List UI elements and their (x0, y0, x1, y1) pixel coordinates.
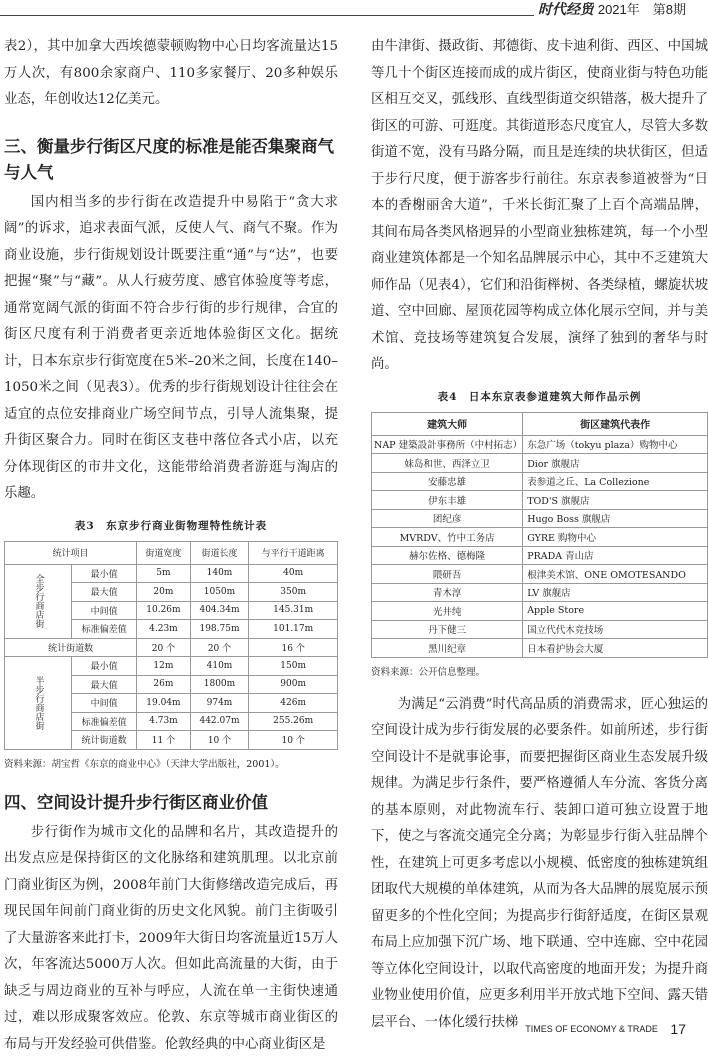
table-row (5, 638, 338, 657)
table-header: 街道宽度 (137, 541, 190, 564)
section-heading: 三、衡量步行街区尺度的标准是能否集聚商气与人气 (4, 134, 338, 186)
table-cell: NAP 建築設計事務所（中村拓志） (372, 435, 523, 454)
table-row (372, 435, 708, 454)
table-cell: 中间值 (72, 601, 137, 620)
table-header: 统计项目 (5, 541, 137, 564)
table-cell: 442.07m (190, 712, 249, 731)
magazine-title: 时代经贸 (534, 0, 598, 19)
table-caption: 表3 东京步行商业街物理特性统计表 (4, 518, 338, 533)
table-cell: Dior 旗舰店 (523, 454, 708, 473)
table-cell: 350m (249, 583, 338, 602)
table-cell: 1800m (190, 675, 249, 694)
table-cell: MVRDV、竹中工务店 (372, 528, 523, 547)
table-header: 街区建筑代表作 (523, 412, 708, 435)
table-row (372, 546, 708, 565)
paragraph: 由牛津街、摄政街、邦德街、皮卡迪利街、西区、中国城等几十个街区连接而成的成片街区，使商业街与特色功能区相互交叉，弧线形、直线型街道交织错落，极大提升了街区的可游、可逛度。其街道形态尺度宜人，尽管大多数街道不宽，没有马路分隔，而且是连续的块状街区，但适于步行尺度，便于游客步行前往。东京表参道被誉为“日本的香榭丽舍大道”，千米长街汇聚了上百个高端品牌，其间布局各类风格迥异的小型商业独栋建筑，每一个小型商业建筑体都是一个知名品牌展示中心，其中不乏建筑大师作品（见表4），它们和沿街榉树、各类绿植，螺旋状坡道、空中回廊、屋顶花园等构成立体化展示空间，并与美术馆、竞技场等建筑复合发展，演绎了独到的奢华与时尚。 (371, 34, 708, 379)
table-cell: 4.73m (137, 712, 190, 731)
table-cell: Apple Store (523, 602, 708, 621)
table-cell: 10.26m (137, 601, 190, 620)
table-cell: 最大值 (72, 675, 137, 694)
table-cell: 1050m (190, 583, 249, 602)
table-row (372, 472, 708, 491)
table-cell: 255.26m (249, 712, 338, 731)
table-cell: 410m (190, 657, 249, 676)
table-cell: 40m (249, 564, 338, 583)
tokyo-street-table (4, 541, 338, 750)
table-cell: 404.34m (190, 601, 249, 620)
page-header (0, 0, 708, 20)
table-cell: 表参道之丘、La Collezione (523, 472, 708, 491)
table-cell: 101.17m (249, 620, 338, 639)
page-number: 17 (670, 1021, 686, 1037)
paragraph: 步行街作为城市文化的品牌和名片，其改造提升的出发点应是保持街区的文化脉络和建筑肌理。以北京前门商业街区为例，2008年前门大街修缮改造完成后，再现民国年间前门商业街的历史文化风貌。前门主街吸引了大量游客来此打卡，2009年大街日均客流量近15万人次，年客流达5000万人次。但如此高流量的大街，由于缺乏与周边商业的互补与呼应，人流在单一主街快速通过，难以形成聚客效应。伦敦、东京等城市商业街区的布局与开发经验可供借鉴。伦敦经典的中心商业街区是 (4, 820, 338, 1058)
table-source: 资料来源：胡宝哲《东京的商业中心》（天津大学出版社，2001）。 (4, 756, 338, 770)
table-cell: 20 个 (190, 638, 249, 657)
table-cell: 10 个 (190, 731, 249, 750)
table-cell: 妹岛和世、西泽立卫 (372, 454, 523, 473)
left-column (4, 34, 338, 1058)
table-cell: LV 旗舰店 (523, 583, 708, 602)
table-cell: 140m (190, 564, 249, 583)
architect-table (371, 412, 708, 658)
page-footer (525, 1021, 686, 1043)
table-cell: 145.31m (249, 601, 338, 620)
table-cell: TOD'S 旗舰店 (523, 491, 708, 510)
table-cell: 12m (137, 657, 190, 676)
table-cell: 20m (137, 583, 190, 602)
table-header: 与平行干道距离 (249, 541, 338, 564)
table-cell: 19.04m (137, 694, 190, 713)
table-cell: 11 个 (137, 731, 190, 750)
table-cell: 最大值 (72, 583, 137, 602)
table-row (5, 564, 338, 583)
table-cell: 5m (137, 564, 190, 583)
table-cell: 426m (249, 694, 338, 713)
table-row (372, 454, 708, 473)
table-header-row (372, 412, 708, 435)
table-cell: 黑川纪章 (372, 639, 523, 658)
table-row (372, 528, 708, 547)
table-row (372, 583, 708, 602)
table-cell: 150m (249, 657, 338, 676)
row-group-label: 全步行商店街 (5, 564, 72, 638)
table-cell: 团纪彦 (372, 509, 523, 528)
table-cell: 最小值 (72, 657, 137, 676)
table-header: 建筑大师 (372, 412, 523, 435)
table-cell: 中间值 (72, 694, 137, 713)
issue-label: 2021年 第8期 (594, 0, 686, 18)
paragraph: 为满足“云消费”时代高品质的消费需求，匠心独运的空间设计成为步行街发展的必要条件。如前所述，步行街空间设计不是就事论事，而要把握街区商业生态发展升级规律。为满足步行条件，要严格遵循人车分流、客货分离的基本原则，对此物流车行、装卸口道可独立设置于地下，使之与客流交通完全分离；为彰显步行街入驻品牌个性，在建筑上可更多考虑以小规模、低密度的独栋建筑组团取代大规模的单体建筑，从而为各大品牌的展览展示预留更多的个性化空间；为提高步行街舒适度，在街区景观布局上应加强下沉广场、地下联通、空中连廊、空中花园等立体化空间设计，以取代高密度的地面开发；为提升商业物业使用价值，应更多利用半开放式地下空间、露天错层平台、一体化缓行扶梯 (371, 692, 708, 1037)
section-heading: 四、空间设计提升步行街区商业价值 (4, 790, 338, 816)
table-header: 街道长度 (190, 541, 249, 564)
table-cell: 东急广场（tokyu plaza）购物中心 (523, 435, 708, 454)
journal-name: TIMES OF ECONOMY & TRADE (525, 1024, 658, 1034)
table-cell: 20 个 (137, 638, 190, 657)
table-cell: 丹下健三 (372, 620, 523, 639)
table-cell: 国立代代木竞技场 (523, 620, 708, 639)
table-cell: 安藤忠雄 (372, 472, 523, 491)
table-cell: 统计街道数 (5, 638, 137, 657)
table-cell: GYRE 购物中心 (523, 528, 708, 547)
table-cell: 198.75m (190, 620, 249, 639)
table-row (372, 509, 708, 528)
table-caption: 表4 日本东京表参道建筑大师作品示例 (371, 389, 708, 404)
table-cell: 青木淳 (372, 583, 523, 602)
table-row (5, 657, 338, 676)
table-row (372, 602, 708, 621)
table-cell: 标准偏差值 (72, 712, 137, 731)
table-row (372, 491, 708, 510)
table-cell: PRADA 青山店 (523, 546, 708, 565)
table-row (372, 639, 708, 658)
table-cell: 974m (190, 694, 249, 713)
table-cell: 伊东丰雄 (372, 491, 523, 510)
right-column (371, 34, 708, 1036)
table-cell: 4.23m (137, 620, 190, 639)
table-cell: 统计街道数 (72, 731, 137, 750)
table-cell: 隈研吾 (372, 565, 523, 584)
table-cell: 光井纯 (372, 602, 523, 621)
paragraph: 国内相当多的步行街在改造提升中易陷于“贪大求阔”的诉求，追求表面气派，反使人气、商气不聚。作为商业设施，步行街规划设计既要注重“通”与“达”，也要把握“聚”与“藏”。从人行疲劳度、感官体验度等考虑，通常宽阔气派的街面不符合步行街的步行规律，合宜的街区尺度有利于消费者更亲近地体验街区文化。据统计，日本东京步行街宽度在5米–20米之间，长度在140–1050米之间（见表3）。优秀的步行街规划设计往往会在适宜的点位安排商业广场空间节点，引导人流集聚，提升街区聚合力。同时在街区支巷中落位各式小店，以充分体现街区的市井文化，这能带给消费者游逛与淘店的乐趣。 (4, 190, 338, 508)
table-cell: 16 个 (249, 638, 338, 657)
table-cell: 26m (137, 675, 190, 694)
table-source: 资料来源：公开信息整理。 (371, 664, 708, 678)
table-cell: 标准偏差值 (72, 620, 137, 639)
table-row (372, 620, 708, 639)
table-cell: 10 个 (249, 731, 338, 750)
table-cell: Hugo Boss 旗舰店 (523, 509, 708, 528)
paragraph: 表2），其中加拿大西埃德蒙顿购物中心日均客流量达15万人次，有800余家商户、110多家餐厅、20多种娱乐业态，年创收达12亿美元。 (4, 34, 338, 114)
table-cell: 根津美术馆、ONE OMOTESANDO (523, 565, 708, 584)
table-cell: 日本看护协会大厦 (523, 639, 708, 658)
table-cell: 900m (249, 675, 338, 694)
row-group-label: 半步行商店街 (5, 657, 72, 750)
table-row (372, 565, 708, 584)
table-cell: 赫尔佐格、德梅隆 (372, 546, 523, 565)
table-header-row (5, 541, 338, 564)
table-cell: 最小值 (72, 564, 137, 583)
